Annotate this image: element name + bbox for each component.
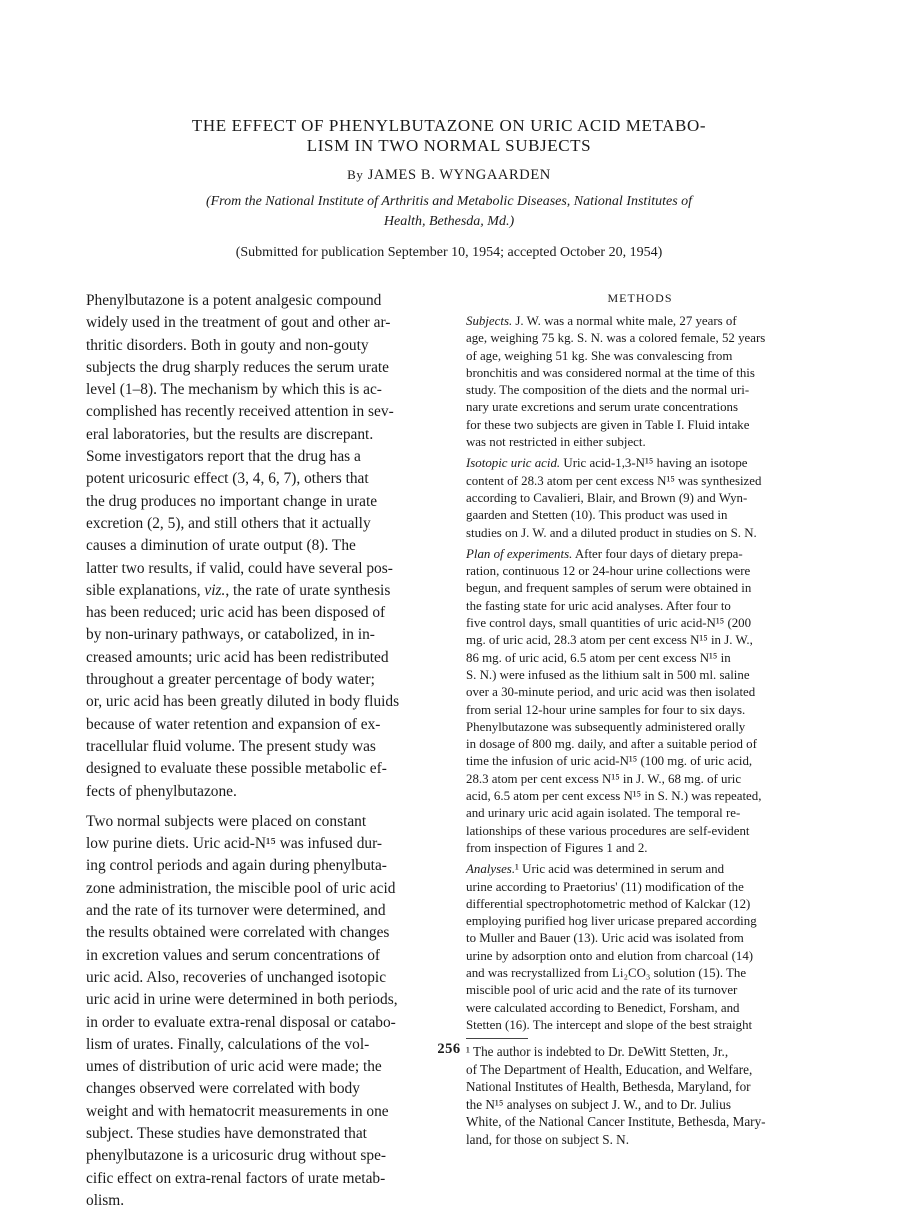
text-line: phenylbutazone is a uricosuric drug without spe- <box>86 1147 387 1165</box>
text-line: uric acid in urine were determined in both periods, <box>86 991 398 1009</box>
text-line: Analyses.¹ Uric acid was determined in serum and <box>466 862 725 877</box>
text-line: low purine diets. Uric acid-N¹⁵ was infused dur- <box>86 835 383 853</box>
text-line: in order to evaluate extra-renal disposal or catabo- <box>86 1013 396 1031</box>
affiliation-line-2: Health, Bethesda, Md.) <box>383 214 515 229</box>
author-name: JAMES B. WYNGAARDEN <box>367 167 551 183</box>
title-line-2: LISM IN TWO NORMAL SUBJECTS <box>306 136 592 155</box>
text-line: employing purified hog liver uricase prepared according <box>466 914 757 929</box>
text-line: fects of phenylbutazone. <box>86 782 237 800</box>
text-line: National Institutes of Health, Bethesda, Maryland, for <box>466 1079 751 1095</box>
text-line: the N¹⁵ analyses on subject J. W., and to Dr. Julius <box>466 1096 731 1112</box>
paragraph <box>466 455 814 541</box>
text-line: creased amounts; uric acid has been redistributed <box>86 648 389 666</box>
text-line: content of 28.3 atom per cent excess N¹⁵ was synthesized <box>466 473 762 488</box>
paragraph <box>466 861 814 1034</box>
text-line: level (1–8). The mechanism by which this is ac- <box>86 381 382 399</box>
text-line: study. The composition of the diets and the normal uri- <box>466 383 750 398</box>
title-line-1: THE EFFECT OF PHENYLBUTAZONE ON URIC ACID METABO- <box>191 116 707 135</box>
submission-note: (Submitted for publication September 10, 1954; accepted October 20, 1954) <box>235 245 663 260</box>
text-line: over a 30-minute period, and uric acid was then isolated <box>466 685 756 700</box>
text-line: the drug produces no important change in urate <box>86 492 378 510</box>
text-line: from serial 12-hour urine samples for four to six days. <box>466 702 746 717</box>
article-title <box>0 116 898 156</box>
text-line: 86 mg. of uric acid, 6.5 atom per cent excess N¹⁵ in <box>466 650 731 665</box>
text-line: the results obtained were correlated with changes <box>86 924 390 942</box>
text-line: the fasting state for uric acid analyses. After four to <box>466 598 731 613</box>
text-line: and urinary uric acid again isolated. The temporal re- <box>466 806 741 821</box>
text-line: zone administration, the miscible pool of uric acid <box>86 879 396 897</box>
text-line: by non-urinary pathways, or catabolized, in in- <box>86 626 375 644</box>
text-line: nary urate excretions and serum urate concentrations <box>466 400 739 415</box>
text-line: land, for those on subject S. N. <box>466 1131 629 1147</box>
footnote-rule <box>466 1038 528 1039</box>
methods-body <box>466 313 814 1034</box>
text-line: in dosage of 800 mg. daily, and after a suitable period of <box>466 737 757 752</box>
footnote <box>466 1043 814 1148</box>
text-line: Two normal subjects were placed on constant <box>86 812 367 830</box>
text-line: Phenylbutazone was subsequently administered orally <box>466 719 746 734</box>
text-line: urine by adsorption onto and elution from charcoal (14) <box>466 948 754 963</box>
text-line: ing control periods and again during phenylbuta- <box>86 857 387 875</box>
text-line: to Muller and Bauer (13). Uric acid was isolated from <box>466 931 744 946</box>
text-line: of The Department of Health, Education, and Welfare, <box>466 1061 753 1077</box>
text-line: gaarden and Stetten (10). This product was used in <box>466 508 728 523</box>
text-line: causes a diminution of urate output (8). The <box>86 537 356 555</box>
text-line: ration, continuous 12 or 24-hour urine collections were <box>466 564 751 579</box>
text-line: thritic disorders. Both in gouty and non-gouty <box>86 336 369 354</box>
text-line: weight and with hematocrit measurements in one <box>86 1102 389 1120</box>
text-line: lationships of these various procedures are self-evident <box>466 823 750 838</box>
text-line: latter two results, if valid, could have several pos- <box>86 559 393 577</box>
text-line: bronchitis and was considered normal at the time of this <box>466 365 755 380</box>
text-line: tracellular fluid volume. The present study was <box>86 737 376 755</box>
text-line: uric acid. Also, recoveries of unchanged isotopic <box>86 968 387 986</box>
left-column <box>86 290 432 1220</box>
text-line: Phenylbutazone is a potent analgesic compound <box>86 292 382 309</box>
text-line: has been reduced; uric acid has been disposed of <box>86 604 386 622</box>
text-line: because of water retention and expansion of ex- <box>86 715 381 733</box>
text-line: time the infusion of uric acid-N¹⁵ (100 mg. of uric acid, <box>466 754 753 769</box>
text-line: acid, 6.5 atom per cent excess N¹⁵ in S. N.) was repeated, <box>466 789 762 804</box>
text-line: olism. <box>86 1191 125 1209</box>
text-line: widely used in the treatment of gout and other ar- <box>86 314 391 332</box>
text-line: Plan of experiments. After four days of dietary prepa- <box>466 546 743 561</box>
text-line: 28.3 atom per cent excess N¹⁵ in J. W., 68 mg. of uric <box>466 771 742 786</box>
text-line: according to Cavalieri, Blair, and Brown (9) and Wyn- <box>466 490 748 505</box>
author-line <box>0 167 898 184</box>
text-line: of age, weighing 51 kg. She was convalescing from <box>466 348 733 363</box>
text-line: was not restricted in either subject. <box>466 435 646 450</box>
right-column <box>466 289 814 1148</box>
text-line: differential spectrophotometric method of Kalckar (12) <box>466 896 751 911</box>
text-line: miscible pool of uric acid and the rate of its turnover <box>466 983 738 998</box>
text-line: changes observed were correlated with body <box>86 1080 360 1098</box>
text-line: Isotopic uric acid. Uric acid-1,3-N¹⁵ having an isotope <box>466 456 748 471</box>
text-line: begun, and frequent samples of serum were obtained in <box>466 581 752 596</box>
text-line: umes of distribution of uric acid were made; the <box>86 1058 382 1076</box>
text-line: potent uricosuric effect (3, 4, 6, 7), others that <box>86 470 369 488</box>
text-line: Some investigators report that the drug has a <box>86 448 361 466</box>
page-number: 256 <box>437 1041 461 1057</box>
text-line: mg. of uric acid, 28.3 atom per cent excess N¹⁵ in J. W., <box>466 633 753 648</box>
text-line: sible explanations, viz., the rate of urate synthesis <box>86 581 391 599</box>
affiliation <box>0 192 898 232</box>
text-line: White, of the National Cancer Institute, Bethesda, Mary- <box>466 1114 766 1130</box>
section-heading-methods: METHODS <box>607 291 673 305</box>
text-line: complished has recently received attention in sev- <box>86 403 394 421</box>
text-line: studies on J. W. and a diluted product in studies on S. N. <box>466 525 757 540</box>
text-line: in excretion values and serum concentrations of <box>86 946 381 964</box>
paragraph <box>466 313 814 451</box>
text-line: or, uric acid has been greatly diluted in body fluids <box>86 693 400 711</box>
affiliation-line-1: (From the National Institute of Arthritis and Metabolic Diseases, National Institutes of <box>205 194 693 209</box>
text-line: throughout a greater percentage of body water; <box>86 671 375 689</box>
text-line: from inspection of Figures 1 and 2. <box>466 840 648 855</box>
text-line: subjects the drug sharply reduces the serum urate <box>86 358 390 376</box>
text-line: and was recrystallized from Li₂CO₃ solution (15). The <box>466 965 747 980</box>
text-line: eral laboratories, but the results are discrepant. <box>86 425 374 443</box>
text-line: age, weighing 75 kg. S. N. was a colored female, 52 years <box>466 331 766 346</box>
text-line: cific effect on extra-renal factors of urate metab- <box>86 1169 386 1187</box>
text-line: urine according to Praetorius' (11) modification of the <box>466 879 744 894</box>
text-line: for these two subjects are given in Table I. Fluid intake <box>466 417 750 432</box>
text-line: designed to evaluate these possible metabolic ef- <box>86 760 387 778</box>
paragraph <box>86 290 432 803</box>
text-line: were calculated according to Benedict, Forsham, and <box>466 1000 740 1015</box>
text-line: five control days, small quantities of uric acid-N¹⁵ (200 <box>466 616 752 631</box>
paragraph <box>86 811 432 1212</box>
text-line: Subjects. J. W. was a normal white male, 27 years of <box>466 314 737 328</box>
author-prefix: By <box>347 167 364 182</box>
text-line: Stetten (16). The intercept and slope of the best straight <box>466 1017 753 1032</box>
text-line: ¹ The author is indebted to Dr. DeWitt Stetten, Jr., <box>466 1044 729 1060</box>
paragraph <box>466 546 814 857</box>
text-line: subject. These studies have demonstrated that <box>86 1124 367 1142</box>
text-line: and the rate of its turnover were determined, and <box>86 902 386 920</box>
text-line: excretion (2, 5), and still others that it actually <box>86 514 371 532</box>
text-line: lism of urates. Finally, calculations of the vol- <box>86 1035 370 1053</box>
text-line: S. N.) were infused as the lithium salt in 500 ml. saline <box>466 667 750 682</box>
